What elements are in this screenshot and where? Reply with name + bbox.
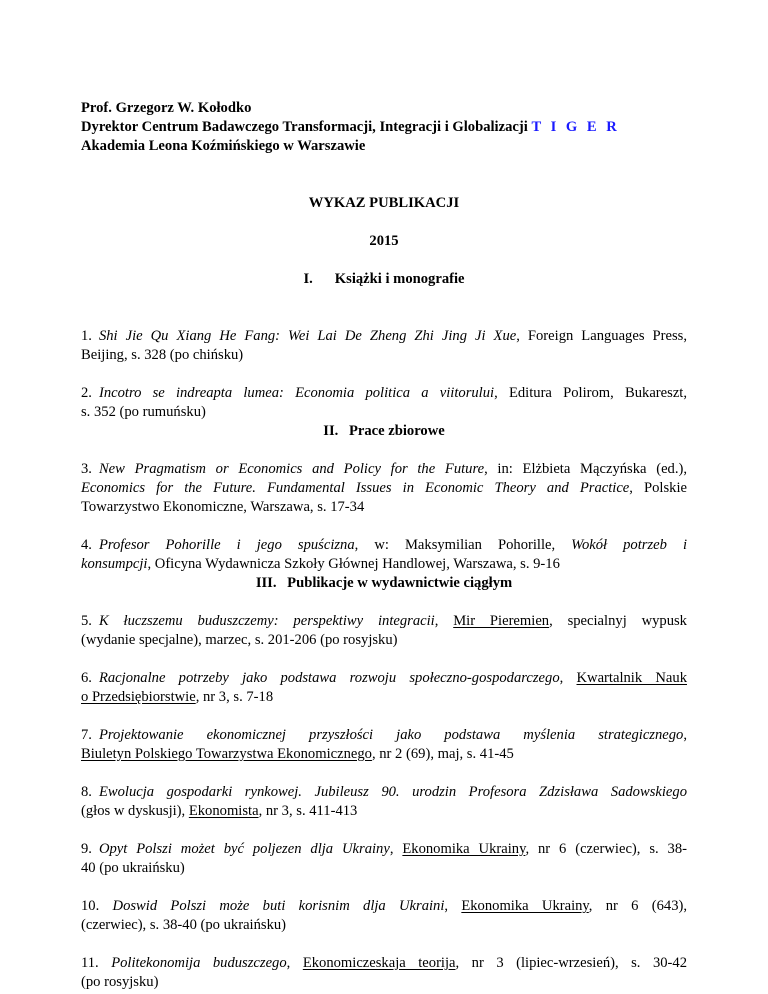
entry-details: , Editura Polirom, Bukareszt, bbox=[494, 385, 687, 401]
entry-title: K łuczszemu buduszczemy: perspektiwy integracii bbox=[98, 613, 435, 629]
journal-name: Mir Pieremien bbox=[453, 613, 550, 629]
entry-title: Ewolucja gospodarki rynkowej. Jubileusz 90. urodzin Profesora Zdzisława Sadowskiego bbox=[98, 784, 687, 800]
entry-book-title-cont: konsumpcji bbox=[81, 556, 148, 572]
affiliation-text: Dyrektor Centrum Badawczego Transformacji, Integracji i Globalizacji bbox=[81, 119, 528, 135]
publication-entry-11 bbox=[81, 954, 687, 992]
entry-details-line2: Beijing, s. 328 (po chińsku) bbox=[81, 347, 244, 363]
journal-name: Ekonomista bbox=[188, 803, 259, 819]
publication-entry-6 bbox=[81, 669, 687, 707]
entry-details: , nr 6 (czerwiec), s. 38- bbox=[525, 841, 687, 857]
entry-book-title: Economics for the Future. Fundamental Issues in Economic Theory and Practice bbox=[81, 480, 630, 496]
publication-entry-1 bbox=[81, 327, 687, 365]
entry-details-line2: s. 352 (po rumuńsku) bbox=[81, 404, 206, 420]
entry-title: Profesor Pohorille i jego spuścizna bbox=[98, 537, 355, 553]
entry-number: 2. bbox=[81, 385, 92, 401]
author-affiliation bbox=[81, 118, 620, 137]
journal-name: Ekonomiczeskaja teorija bbox=[302, 955, 456, 971]
entry-details-line2: (wydanie specjalne), marzec, s. 201-206 (po rosyjsku) bbox=[81, 632, 398, 648]
entry-title: Opyt Polszi możet być poljezen dlja Ukrainy bbox=[98, 841, 390, 857]
entry-number: 7. bbox=[81, 727, 92, 743]
entry-details: , Polskie bbox=[629, 480, 687, 496]
entry-details-line3: Towarzystwo Ekonomiczne, Warszawa, s. 17-34 bbox=[81, 499, 365, 515]
entry-title: Projektowanie ekonomicznej przyszłości jako podstawa myślenia strategicznego bbox=[98, 727, 684, 743]
entry-details: , in: Elżbieta Mączyńska (ed.), bbox=[484, 461, 687, 477]
publication-entry-7 bbox=[81, 726, 687, 764]
entry-number: 3. bbox=[81, 461, 92, 477]
entry-separator: , bbox=[286, 955, 303, 971]
publication-entry-4 bbox=[81, 536, 687, 574]
entry-book-title: Wokół potrzeb i bbox=[571, 537, 687, 553]
entry-number: 1. bbox=[81, 328, 92, 344]
journal-name: Kwartalnik Nauk bbox=[576, 670, 687, 686]
journal-name: Ekonomika Ukrainy bbox=[461, 898, 589, 914]
entry-title: Politekonomija buduszczego bbox=[111, 955, 287, 971]
entry-details: , nr 6 (643), bbox=[588, 898, 688, 914]
entry-number: 11. bbox=[81, 955, 99, 971]
entry-details: , nr 3, s. 411-413 bbox=[258, 803, 358, 819]
entry-details: (głos w dyskusji), bbox=[81, 803, 189, 819]
publication-entry-10 bbox=[81, 897, 687, 935]
journal-name: Biuletyn Polskiego Towarzystwa Ekonomicznego bbox=[81, 746, 372, 762]
section-roman: II. bbox=[323, 423, 339, 439]
entry-details-line2: 40 (po ukraińsku) bbox=[81, 860, 185, 876]
section-heading-1 bbox=[81, 270, 687, 289]
entry-number: 5. bbox=[81, 613, 92, 629]
section-title: Publikacje w wydawnictwie ciągłym bbox=[287, 575, 513, 591]
entry-separator: , bbox=[444, 898, 462, 914]
entry-details: , bbox=[683, 727, 687, 743]
entry-details-line2: (czerwiec), s. 38-40 (po ukraińsku) bbox=[81, 917, 287, 933]
entry-title: Doswid Polszi może buti korisnim dlja Ukraini bbox=[112, 898, 445, 914]
section-roman: III. bbox=[255, 575, 277, 591]
entry-separator: , bbox=[389, 841, 403, 857]
entry-details: , nr 3, s. 7-18 bbox=[195, 689, 274, 705]
entry-number: 9. bbox=[81, 841, 92, 857]
section-title: Książki i monografie bbox=[334, 271, 465, 287]
entry-number: 6. bbox=[81, 670, 92, 686]
entry-separator: , bbox=[559, 670, 577, 686]
entry-number: 8. bbox=[81, 784, 92, 800]
author-name: Prof. Grzegorz W. Kołodko bbox=[81, 100, 252, 116]
entry-details: , nr 2 (69), maj, s. 41-45 bbox=[371, 746, 514, 762]
entry-title: Incotro se indreapta lumea: Economia politica a viitorului bbox=[98, 385, 495, 401]
journal-name: Ekonomika Ukrainy bbox=[402, 841, 526, 857]
entry-number: 4. bbox=[81, 537, 92, 553]
section-heading-3 bbox=[81, 574, 687, 593]
journal-name-cont: o Przedsiębiorstwie bbox=[81, 689, 196, 705]
entry-details: , specialnyj wypusk bbox=[549, 613, 687, 629]
section-heading-2 bbox=[81, 422, 687, 441]
entry-details: , nr 3 (lipiec-wrzesień), s. 30-42 bbox=[455, 955, 687, 971]
entry-details: , Foreign Languages Press, bbox=[516, 328, 687, 344]
entry-title: Shi Jie Qu Xiang He Fang: Wei Lai De Zheng Zhi Jing Ji Xue bbox=[98, 328, 517, 344]
entry-details: , w: Maksymilian Pohorille, bbox=[354, 537, 572, 553]
publication-entry-2 bbox=[81, 384, 687, 422]
entry-number: 10. bbox=[81, 898, 100, 914]
entry-details: , Oficyna Wydawnicza Szkoły Głównej Handlowej, Warszawa, s. 9-16 bbox=[147, 556, 560, 572]
publication-entry-8 bbox=[81, 783, 687, 821]
author-university: Akademia Leona Koźmińskiego w Warszawie bbox=[81, 138, 366, 154]
section-roman: I. bbox=[303, 271, 313, 287]
publication-entry-9 bbox=[81, 840, 687, 878]
entry-details-line2: (po rosyjsku) bbox=[81, 974, 159, 990]
publication-entry-5 bbox=[81, 612, 687, 650]
document-year: 2015 bbox=[369, 233, 399, 249]
entry-title: Racjonalne potrzeby jako podstawa rozwoju społeczno-gospodarczego bbox=[98, 670, 560, 686]
tiger-label: T I G E R bbox=[531, 119, 620, 135]
entry-separator: , bbox=[434, 613, 454, 629]
document-title: WYKAZ PUBLIKACJI bbox=[308, 195, 460, 211]
section-title: Prace zbiorowe bbox=[348, 423, 445, 439]
publication-entry-3 bbox=[81, 460, 687, 517]
entry-title: New Pragmatism or Economics and Policy for the Future bbox=[98, 461, 485, 477]
